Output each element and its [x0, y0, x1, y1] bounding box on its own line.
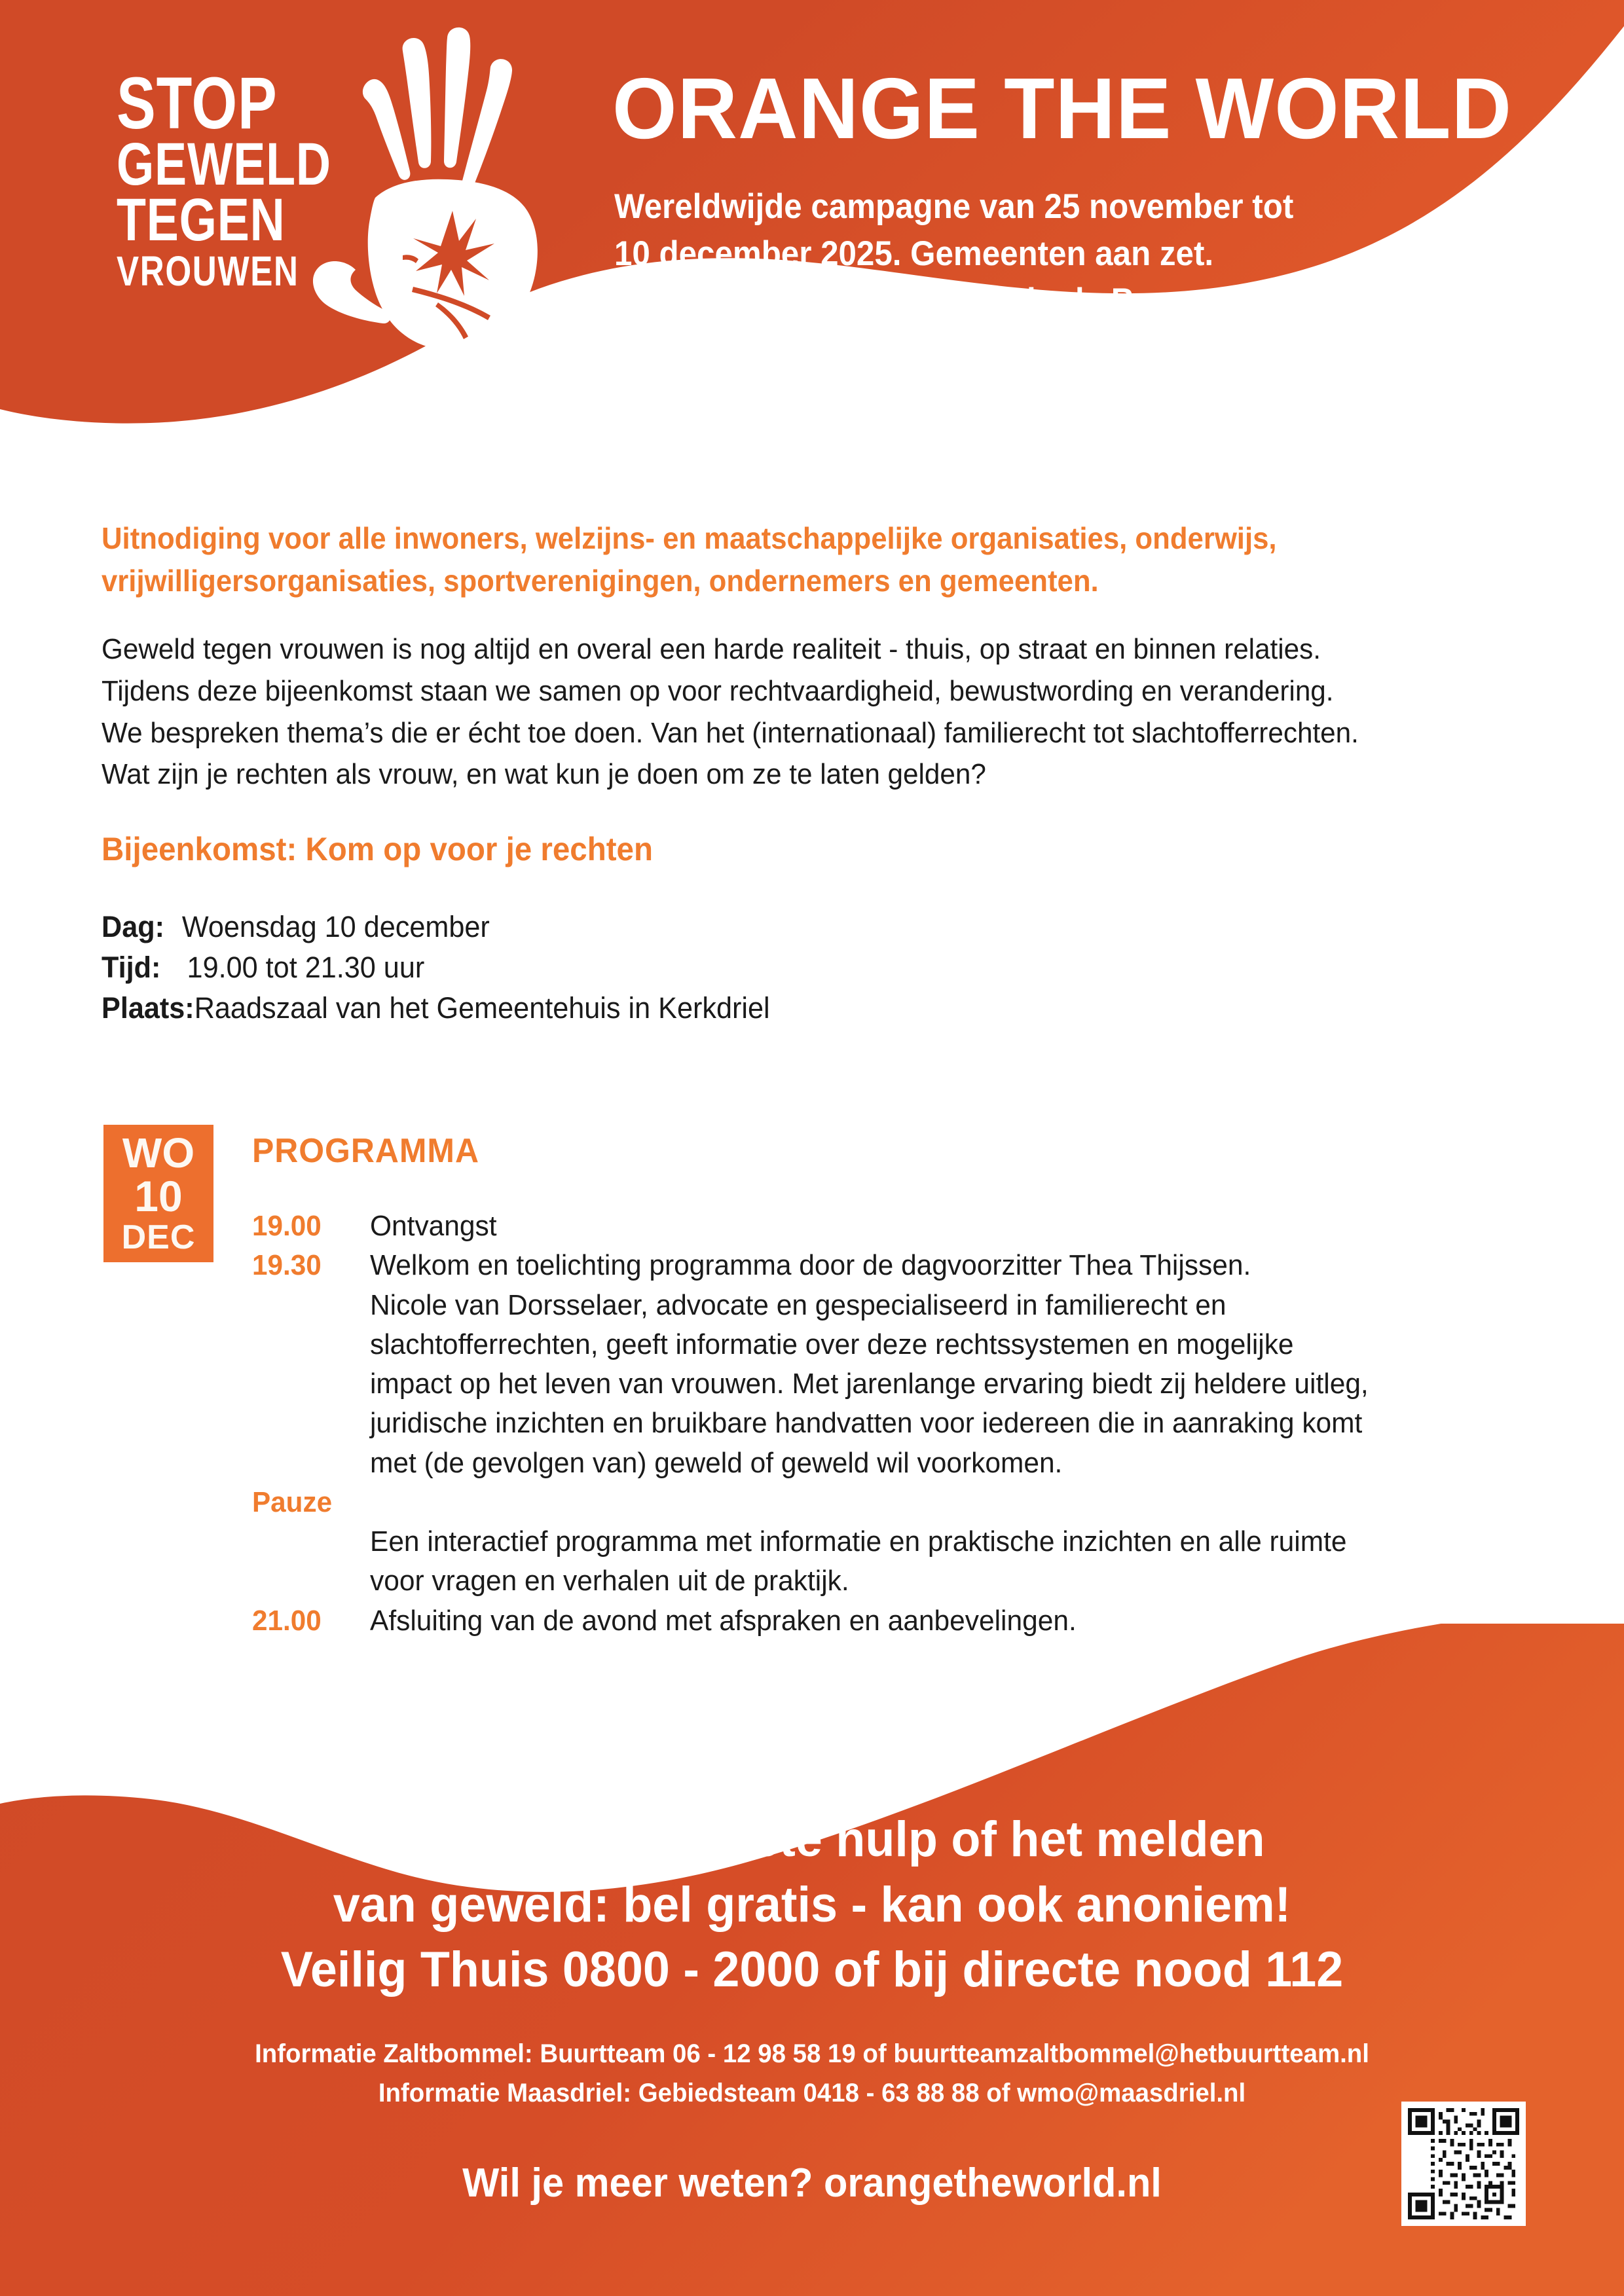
programme-item-line: Ontvangst — [370, 1210, 497, 1242]
programme-item-time: 19.30 — [252, 1249, 322, 1282]
cta-line-2: van geweld: bel gratis - kan ook anoniem! — [333, 1876, 1291, 1933]
detail-label-tijd: Tijd: — [101, 951, 161, 985]
programme-title: PROGRAMMA — [252, 1132, 479, 1170]
invitation-line-1: Uitnodiging voor alle inwoners, welzijns- en maatschappelijke organisaties, onderwijs, — [101, 521, 1277, 555]
detail-value-plaats: Raadszaal van het Gemeentehuis in Kerkdriel — [194, 991, 770, 1025]
cta-line-1: Voor vragen, directe hulp of het melden — [359, 1812, 1265, 1867]
date-badge — [103, 1125, 213, 1262]
intro-line-3: We bespreken thema’s die er écht toe doen. Van het (internationaal) familierecht tot slachtofferrechten. — [101, 716, 1359, 749]
campaign-logo — [117, 62, 331, 295]
contact-line-maasdriel: Informatie Maasdriel: Gebiedsteam 0418 - 63 88 88 of wmo@maasdriel.nl — [378, 2078, 1246, 2107]
programme-item-line: Afsluiting van de avond met afspraken en aanbevelingen. — [370, 1604, 1077, 1637]
programme-item — [252, 1207, 1516, 1246]
meeting-heading: Bijeenkomst: Kom op voor je rechten — [101, 831, 653, 867]
intro-line-2: Tijdens deze bijeenkomst staan we samen op voor rechtvaardigheid, bewustwording en verandering. — [101, 674, 1334, 707]
programme-item-line: met (de gevolgen van) geweld of geweld wil voorkomen. — [370, 1446, 1063, 1479]
logo-line-stop: STOP — [117, 62, 278, 144]
invitation-line-2: vrijwilligersorganisaties, sportverenigingen, ondernemers en gemeenten. — [101, 564, 1099, 598]
programme-item-line: Een interactief programma met informatie en praktische inzichten en alle ruimte — [370, 1525, 1347, 1558]
logo-line-geweld: GEWELD — [117, 131, 331, 198]
intro-line-1: Geweld tegen vrouwen is nog altijd en overal een harde realiteit - thuis, op straat en binnen relaties. — [101, 633, 1321, 665]
logo-line-tegen: TEGEN — [117, 187, 286, 254]
header-content — [0, 0, 1624, 406]
programme-item — [252, 1246, 1516, 1483]
programme-item-time: 21.00 — [252, 1604, 322, 1637]
intro-line-4: Wat zijn je rechten als vrouw, en wat kun je doen om ze te laten gelden? — [101, 758, 986, 791]
website-link[interactable]: Wil je meer weten? orangetheworld.nl — [462, 2160, 1162, 2206]
programme-item-line: impact op het leven van vrouwen. Met jarenlange ervaring biedt zij heldere uitleg, — [370, 1368, 1369, 1400]
detail-row-plaats — [101, 988, 1107, 1029]
campaign-subtitle — [614, 183, 1437, 325]
programme-item-text — [370, 1483, 1476, 1601]
page-title: ORANGE THE WORLD — [612, 60, 1513, 156]
programme-item-text — [370, 1207, 1476, 1246]
detail-row-dag — [101, 907, 1107, 947]
programme-item-text — [370, 1601, 1476, 1641]
campaign-subtitle-line-2: 10 december 2025. Gemeenten aan zet. — [614, 234, 1214, 274]
detail-value-tijd: 19.00 tot 21.30 uur — [187, 951, 425, 985]
qr-code-icon[interactable] — [1401, 2102, 1526, 2226]
meeting-details — [101, 907, 1107, 1029]
programme-item-line: Nicole van Dorsselaer, advocate en gespecialiseerd in familierecht en — [370, 1288, 1227, 1321]
campaign-subtitle-line-1: Wereldwijde campagne van 25 november tot — [614, 187, 1294, 226]
detail-label-plaats: Plaats: — [101, 991, 194, 1025]
intro-paragraph — [101, 629, 1460, 795]
programme-item-time: 19.00 — [252, 1210, 322, 1242]
programme-item-line: voor vragen en verhalen uit de praktijk. — [370, 1565, 849, 1597]
programme-item — [252, 1483, 1516, 1601]
contact-line-zaltbommel: Informatie Zaltbommel: Buurtteam 06 - 12 98 58 19 of buurtteamzaltbommel@hetbuurtteam.nl — [255, 2039, 1369, 2068]
footer-content — [0, 1807, 1624, 2206]
programme-item — [252, 1601, 1516, 1641]
contact-information — [33, 2034, 1592, 2113]
programme-list — [252, 1207, 1516, 1641]
programme-item-text — [370, 1246, 1476, 1483]
detail-value-dag: Woensdag 10 december — [181, 910, 490, 943]
detail-label-dag: Dag: — [101, 910, 165, 943]
handprint-icon — [298, 26, 547, 373]
date-badge-month: DEC — [121, 1218, 196, 1256]
programme-item-line: Welkom en toelichting programma door de dagvoorzitter Thea Thijssen. — [370, 1249, 1251, 1282]
date-badge-day: 10 — [134, 1172, 183, 1221]
cta-line-3: Veilig Thuis 0800 - 2000 of bij directe nood 112 — [280, 1942, 1344, 1998]
date-badge-day-of-week: WO — [122, 1129, 195, 1176]
programme-item-line: juridische inzichten en bruikbare handvatten voor iedereen die in aanraking komt — [370, 1407, 1363, 1440]
campaign-subtitle-line-3: Veilig, overal en altijd, ook in de Bommelerwaard. — [614, 282, 1371, 321]
logo-line-vrouwen: VROUWEN — [117, 247, 299, 295]
programme-item-line: slachtofferrechten, geeft informatie over deze rechtssystemen en mogelijke — [370, 1328, 1294, 1360]
detail-row-tijd — [101, 947, 1107, 988]
programme-item-time: Pauze — [252, 1485, 333, 1518]
programme-item-line — [370, 1483, 1476, 1522]
invitation-heading — [101, 517, 1383, 603]
emergency-call-to-action — [24, 1807, 1600, 2003]
